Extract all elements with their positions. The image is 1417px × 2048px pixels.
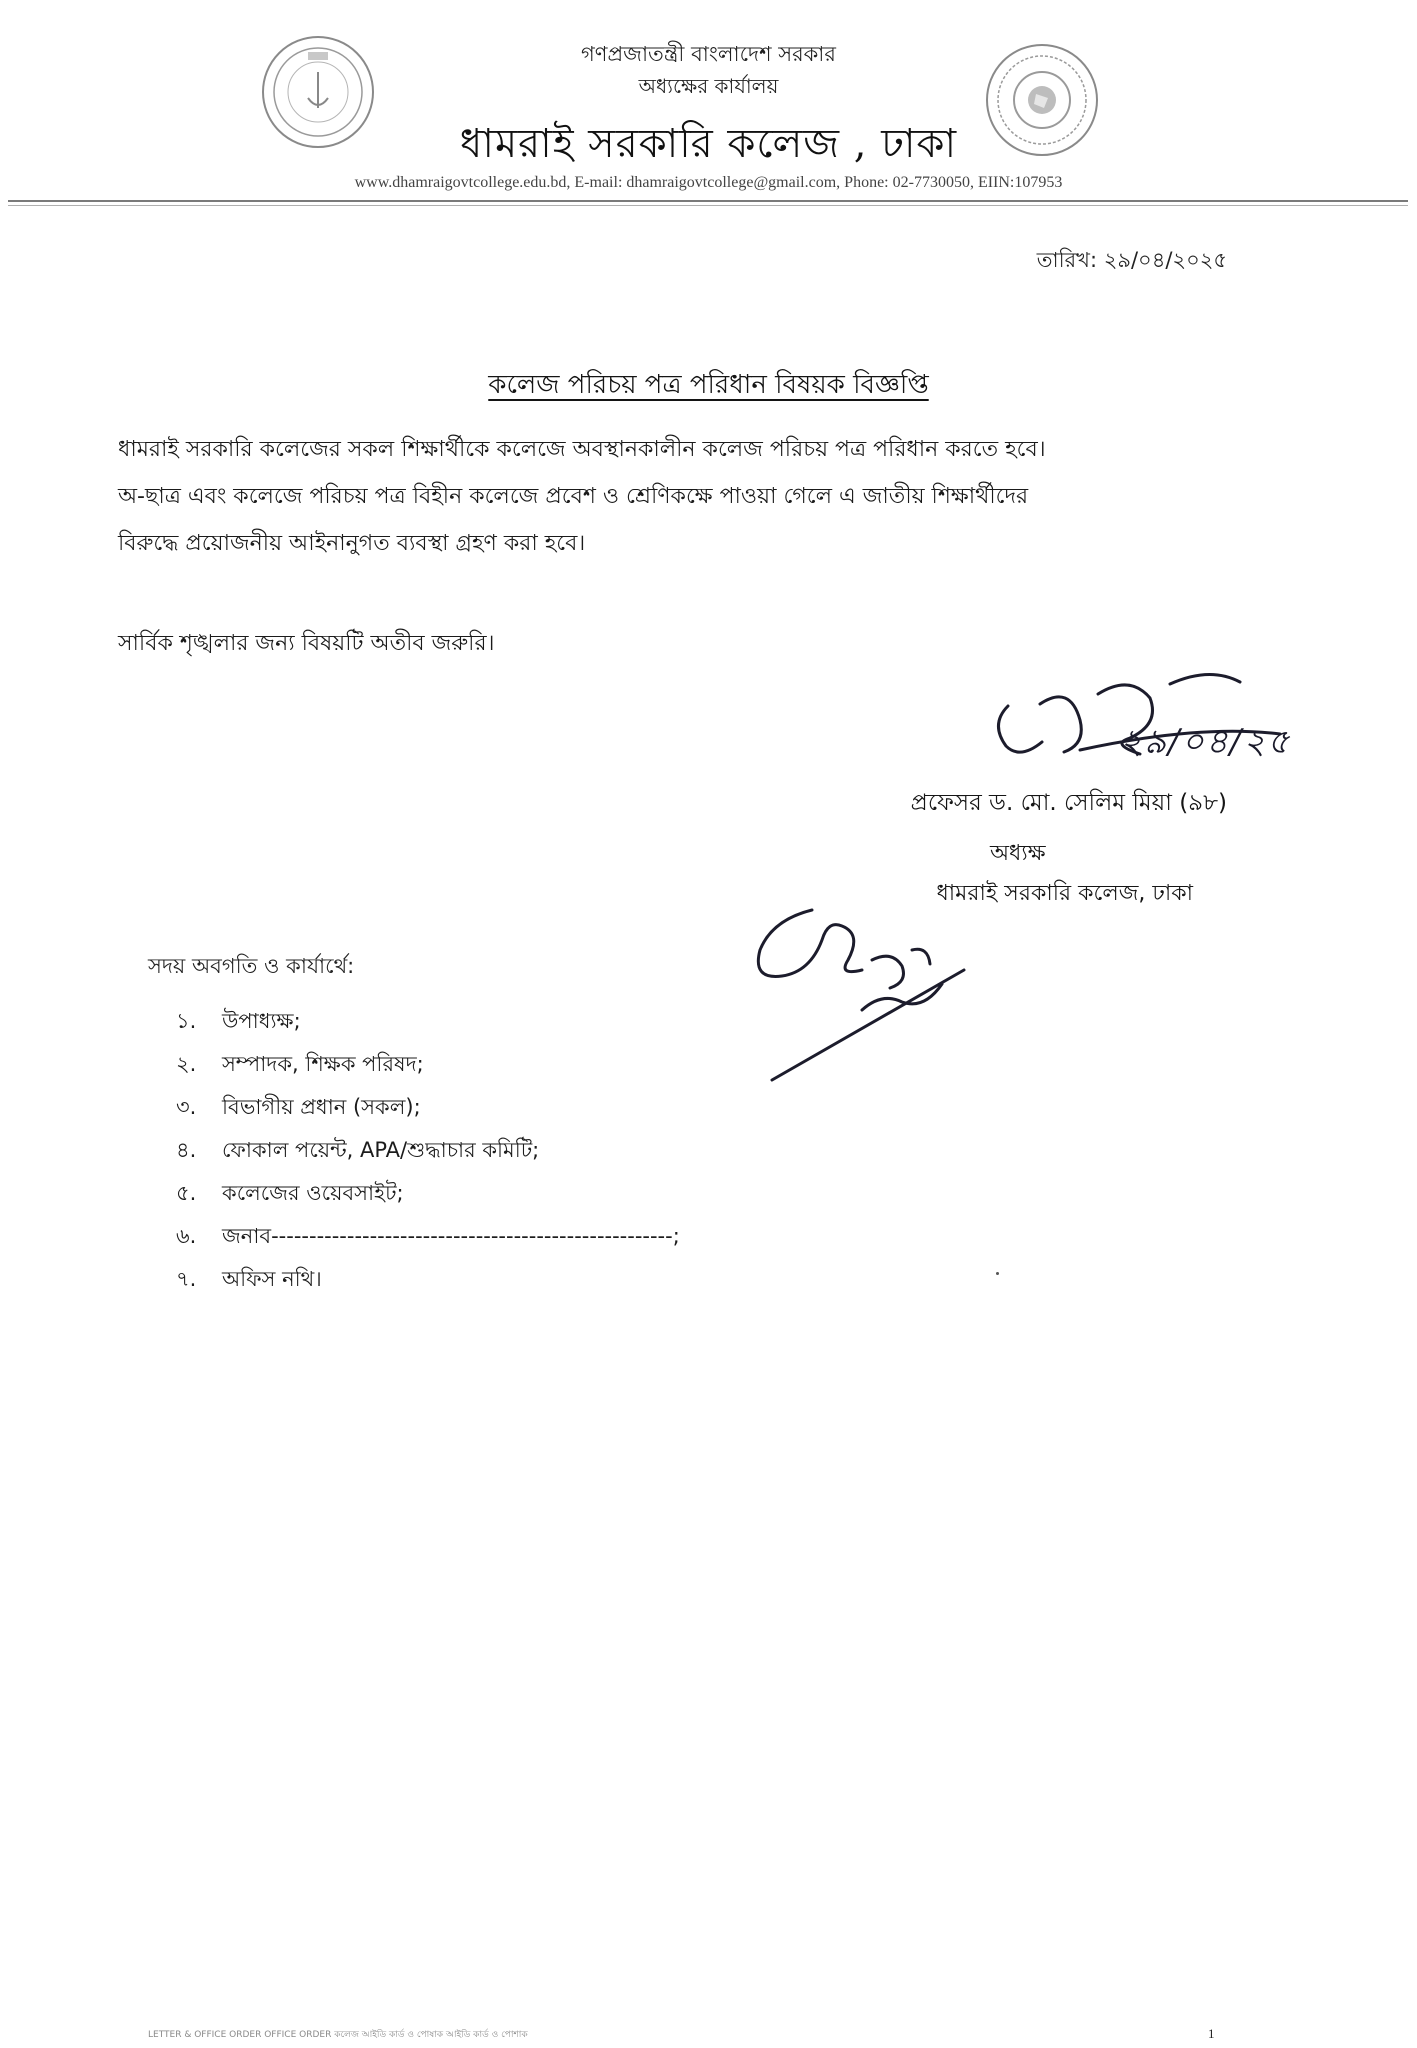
- list-item-text: বিভাগীয় প্রধান (সকল);: [222, 1095, 421, 1119]
- list-item: [176, 1172, 680, 1215]
- signatory-college: ধামরাই সরকারি কলেজ, ঢাকা: [936, 881, 1193, 906]
- notice-body: [118, 426, 1278, 567]
- page-number: 1: [1208, 2026, 1215, 2041]
- list-item-text: ফোকাল পয়েন্ট, APA/শুদ্ধাচার কমিটি;: [222, 1138, 540, 1162]
- footer-file-path: LETTER & OFFICE ORDER OFFICE ORDER কলেজ আইডি কার্ড ও পোষাক আইডি কার্ড ও পোশাক: [148, 2030, 528, 2040]
- distribution-heading: সদয় অবগতি ও কার্যার্থে:: [148, 954, 355, 978]
- list-item-text: সম্পাদক, শিক্ষক পরিষদ;: [222, 1052, 424, 1076]
- list-item-number: ৫.: [176, 1181, 197, 1205]
- scan-speck: [996, 1272, 999, 1275]
- list-item-number: ১.: [176, 1009, 197, 1033]
- distribution-list: [176, 1000, 680, 1301]
- letterhead-contact: www.dhamraigovtcollege.edu.bd, E-mail: dhamraigovtcollege@gmail.com, Phone: 02-7730050, EIIN:107953: [354, 174, 1063, 191]
- list-item-number: ২.: [176, 1052, 197, 1076]
- list-item-number: ৭.: [176, 1267, 197, 1291]
- letterhead-office: অধ্যক্ষের কার্যালয়: [638, 74, 779, 98]
- notice-urgency-note: সার্বিক শৃঙ্খলার জন্য বিষয়টি অতীব জরুরি।: [118, 631, 495, 656]
- list-item-text: অফিস নথি।: [222, 1267, 322, 1291]
- list-item-number: ৬.: [176, 1224, 197, 1248]
- notice-subject: [0, 364, 1417, 408]
- list-item-number: ৪.: [176, 1138, 197, 1162]
- list-item: [176, 1258, 680, 1301]
- list-item: [176, 1000, 680, 1043]
- handwritten-initial: [752, 880, 992, 1090]
- list-item-number: ৩.: [176, 1095, 197, 1119]
- letterhead-government: গণপ্রজাতন্ত্রী বাংলাদেশ সরকার: [581, 42, 836, 66]
- signatory-name: প্রফেসর ড. মো. সেলিম মিয়া (৯৮): [910, 790, 1227, 816]
- letterhead-divider-thin: [8, 205, 1408, 206]
- letterhead-divider: [8, 200, 1408, 202]
- body-line: অ-ছাত্র এবং কলেজে পরিচয় পত্র বিহীন কলেজে প্রবেশ ও শ্রেণিকক্ষে পাওয়া গেলে এ জাতীয় শিক্ষার্থীদের: [118, 484, 1029, 509]
- list-item: [176, 1086, 680, 1129]
- notice-subject-text: কলেজ পরিচয় পত্র পরিধান বিষয়ক বিজ্ঞপ্তি: [488, 370, 929, 400]
- list-item: [176, 1215, 680, 1258]
- letterhead-college-name: ধামরাই সরকারি কলেজ , ঢাকা: [459, 121, 958, 167]
- body-line: ধামরাই সরকারি কলেজের সকল শিক্ষার্থীকে কলেজে অবস্থানকালীন কলেজ পরিচয় পত্র পরিধান করতে হবে।: [118, 437, 1046, 462]
- list-item: [176, 1043, 680, 1086]
- handwritten-date: ২৯/০৪/২৫: [1120, 722, 1292, 762]
- list-item-text: কলেজের ওয়েবসাইট;: [222, 1181, 404, 1205]
- signatory-designation: অধ্যক্ষ: [990, 841, 1046, 866]
- notice-date: তারিখ: ২৯/০৪/২০২৫: [1036, 248, 1227, 272]
- list-item: [176, 1129, 680, 1172]
- list-item-text: জনাব-----------------------------------------------------;: [222, 1224, 680, 1248]
- body-line: বিরুদ্ধে প্রয়োজনীয় আইনানুগত ব্যবস্থা গ্রহণ করা হবে।: [118, 531, 586, 556]
- list-item-text: উপাধ্যক্ষ;: [222, 1009, 301, 1033]
